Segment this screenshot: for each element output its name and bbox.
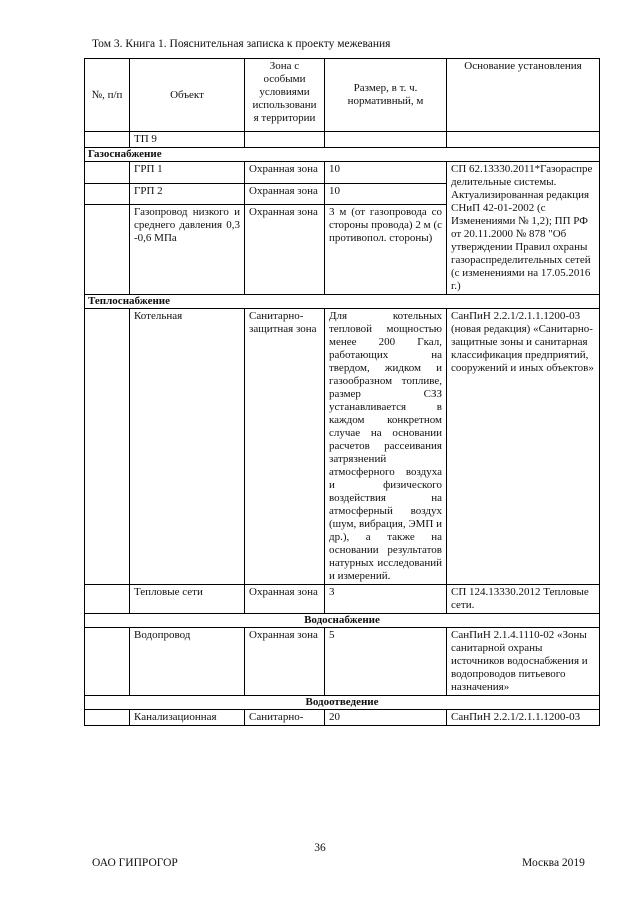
section-row-sewer [85, 696, 600, 710]
cell-basis: СанПиН 2.2.1/2.1.1.1200-03 [447, 710, 600, 726]
cell-size: 3 м (от газопровода со стороны провода) 2 м (с противопол. стороны) [325, 205, 447, 295]
cell-zone: Санитарно-защитная зона [245, 309, 325, 585]
cell-zone: Санитарно- [245, 710, 325, 726]
cell-basis: СанПиН 2.1.4.1110-02 «Зоны санитарной охраны источников водоснабжения и водопроводов питьевого назначения» [447, 628, 600, 696]
cell-zone: Охранная зона [245, 585, 325, 614]
col-header-zone: Зона с особыми условиями использовани я территории [245, 59, 325, 132]
table-row [85, 585, 600, 614]
cell-num [85, 628, 130, 696]
table-row [85, 628, 600, 696]
section-title: Газоснабжение [85, 148, 600, 162]
footer-organization: ОАО ГИПРОГОР [92, 857, 178, 869]
cell-zone: Охранная зона [245, 183, 325, 205]
cell-basis: СанПиН 2.2.1/2.1.1.1200-03 (новая редакция) «Санитарно-защитные зоны и санитарная классификация предприятий, сооружений и иных объектов» [447, 309, 600, 585]
cell-size: 5 [325, 628, 447, 696]
table-row [85, 162, 600, 184]
cell-object: Канализационная [130, 710, 245, 726]
cell-basis [447, 132, 600, 148]
cell-size: 3 [325, 585, 447, 614]
col-header-num: №, п/п [85, 59, 130, 132]
cell-size: 10 [325, 183, 447, 205]
cell-object: ГРП 2 [130, 183, 245, 205]
cell-size: 10 [325, 162, 447, 184]
table-header-row [85, 59, 600, 132]
cell-object: ТП 9 [130, 132, 245, 148]
cell-num [85, 132, 130, 148]
footer-city-year: Москва 2019 [522, 857, 585, 869]
cell-zone: Охранная зона [245, 205, 325, 295]
cell-basis: СП 62.13330.2011*Газораспре делительные системы. Актуализированная редакция СНиП 42-01-2002 (с Изменениями № 1,2); ПП РФ от 20.11.2000 № 878 "Об утверждении Правил охраны газораспределительных сетей (с изменениями на 17.05.2016 г.) [447, 162, 600, 295]
section-title: Водоотведение [85, 696, 600, 710]
section-row-water [85, 614, 600, 628]
cell-num [85, 309, 130, 585]
cell-object: Газопровод низкого и среднего давления 0,3 -0,6 МПа [130, 205, 245, 295]
cell-zone: Охранная зона [245, 162, 325, 184]
table-row [85, 710, 600, 726]
col-header-object: Объект [130, 59, 245, 132]
col-header-basis: Основание установления [447, 59, 600, 132]
page-header: Том 3. Книга 1. Пояснительная записка к проекту межевания [92, 38, 391, 50]
zones-table [84, 58, 600, 726]
cell-size: Для котельных тепловой мощностью менее 200 Гкал, работающих на твердом, жидком и газообразном топливе, размер СЗЗ устанавливается в каждом конкретном случае на основании расчетов рассеивания затрязнений атмосферного воздуха и физического воздействия на атмосферный воздух (шум, вибрация, ЭМП и др.), а также на основании результатов натурных исследований и измерений. [325, 309, 447, 585]
cell-num [85, 162, 130, 184]
page-number: 36 [314, 842, 326, 854]
cell-object: ГРП 1 [130, 162, 245, 184]
table-row [85, 132, 600, 148]
col-header-size: Размер, в т. ч. нормативный, м [325, 59, 447, 132]
cell-num [85, 205, 130, 295]
cell-object: Котельная [130, 309, 245, 585]
cell-num [85, 710, 130, 726]
cell-object: Тепловые сети [130, 585, 245, 614]
cell-zone [245, 132, 325, 148]
table-row [85, 309, 600, 585]
section-row-heat [85, 295, 600, 309]
cell-size: 20 [325, 710, 447, 726]
cell-size [325, 132, 447, 148]
section-row-gas [85, 148, 600, 162]
section-title: Водоснабжение [85, 614, 600, 628]
cell-object: Водопровод [130, 628, 245, 696]
cell-basis: СП 124.13330.2012 Тепловые сети. [447, 585, 600, 614]
cell-num [85, 585, 130, 614]
cell-num [85, 183, 130, 205]
cell-zone: Охранная зона [245, 628, 325, 696]
section-title: Теплоснабжение [85, 295, 600, 309]
